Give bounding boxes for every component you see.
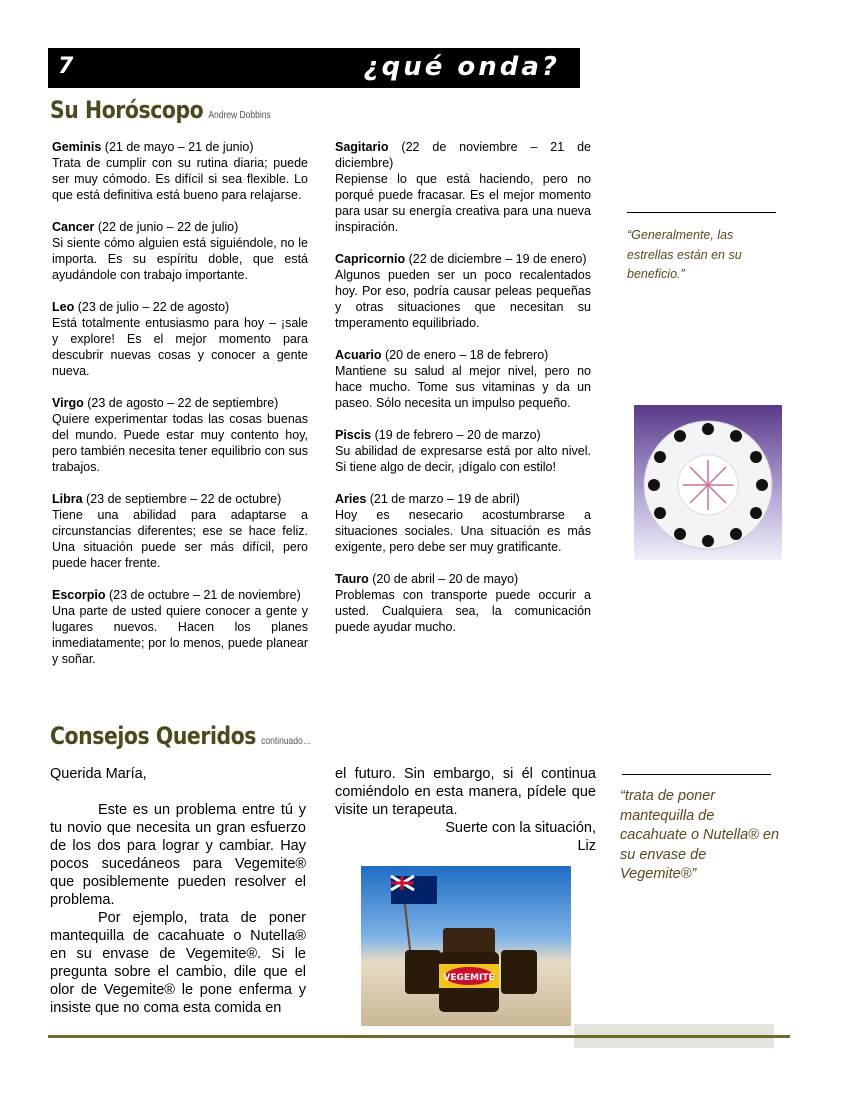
horoscope-entry	[335, 251, 591, 331]
horoscope-text: Quiere experimentar todas las cosas buenas del mundo. Puede estar muy contento hoy, pero también necesita tener equilibrio con sus trabajos.	[52, 412, 308, 474]
zodiac-sign-name: Capricornio	[335, 252, 406, 266]
letter-signature: Liz	[577, 838, 596, 854]
advice-title-row	[50, 722, 311, 750]
zodiac-sign-name: Piscis	[335, 428, 372, 442]
horoscope-entry	[335, 347, 591, 411]
zodiac-sign-name: Virgo	[52, 396, 84, 410]
horoscope-entry	[52, 299, 308, 379]
letter-paragraph-3: el futuro. Sin embargo, si él continua comiéndolo en esta manera, pídele que visite un terapeuta.	[335, 766, 596, 818]
zodiac-sign-dates: (23 de agosto – 22 de septiembre)	[83, 396, 279, 410]
footer-rule	[48, 1035, 790, 1038]
advice-letter-right	[335, 765, 596, 855]
zodiac-wheel-image	[634, 405, 782, 560]
horoscope-author: Andrew Dobbins	[208, 110, 271, 121]
horoscope-entry	[335, 427, 591, 475]
horoscope-text: Su abilidad de expresarse está por alto nivel. Si tiene algo de decir, ¡dígalo con estilo!	[335, 444, 591, 474]
letter-paragraph-2: Por ejemplo, trata de poner mantequilla de cacahuate o Nutella® en su envase de Vegemite®. Si le pregunta sobre el cambio, dile que el olor de Vegemite® le pone enferma y insiste que no coma esta comida en	[50, 910, 306, 1016]
horoscope-right-column	[335, 139, 591, 651]
zodiac-sign-name: Libra	[52, 492, 83, 506]
zodiac-sign-name: Acuario	[335, 348, 382, 362]
horoscope-entry	[52, 491, 308, 571]
horoscope-title-row	[50, 96, 271, 124]
zodiac-sign-dates: (19 de febrero – 20 de marzo)	[371, 428, 541, 442]
horoscope-text: Algunos pueden ser un poco recalentados hoy. Por eso, podría causar peleas pequeñas y otras situaciones que necesitan su tmperamento equilibriado.	[335, 268, 591, 330]
advice-pullquote: “trata de poner mantequilla de cacahuate o Nutella® en su envase de Vegemite®”	[620, 788, 780, 882]
jar-label: VEGEMITE	[443, 973, 495, 983]
advice-pullquote-rule	[622, 774, 771, 775]
page-header-bar	[48, 48, 580, 88]
zodiac-sign-dates: (21 de mayo – 21 de junio)	[101, 140, 254, 154]
horoscope-text: Si siente cómo alguien está siguiéndole, no le importa. Es su espíritu doble, que está ayudándole con trabajo importante.	[52, 236, 308, 282]
zodiac-sign-dates: (22 de noviembre – 21 de diciembre)	[335, 140, 591, 170]
zodiac-sign-name: Escorpio	[52, 588, 106, 602]
horoscope-text: Tiene una abilidad para adaptarse a circunstancias diferentes; ese se hace feliz. Una situación puede ser más difícil, pero puede hacer frente.	[52, 508, 308, 570]
zodiac-sign-dates: (23 de julio – 22 de agosto)	[74, 300, 230, 314]
horoscope-entry	[335, 491, 591, 555]
horoscope-text: Hoy es nesecario acostumbrarse a situaciones sociales. Una situación es más exigente, pero debe ser muy gratificante.	[335, 508, 591, 554]
zodiac-sign-dates: (23 de octubre – 21 de noviembre)	[105, 588, 301, 602]
horoscope-text: Problemas con transporte puede occurir a usted. Cualquiera sea, la comunicación puede ayudar mucho.	[335, 588, 591, 634]
zodiac-sign-dates: (22 de diciembre – 19 de enero)	[405, 252, 587, 266]
zodiac-sign-name: Leo	[52, 300, 75, 314]
horoscope-entry	[335, 571, 591, 635]
horoscope-entry	[52, 139, 308, 203]
horoscope-text: Una parte de usted quiere conocer a gente y lugares nuevos. Hacen los planes inmediatamente; por lo menos, puede planear y soñar.	[52, 604, 308, 666]
page-number: 7	[58, 54, 74, 79]
zodiac-sign-name: Cancer	[52, 220, 95, 234]
zodiac-sign-dates: (20 de abril – 20 de mayo)	[368, 572, 519, 586]
horoscope-text: Está totalmente entusiasmo para hoy – ¡sale y explore! Es el mejor momento para descubrir nuevas cosas y conocer a gente nueva.	[52, 316, 308, 378]
horoscope-text: Repiense lo que está haciendo, pero no porqué puede fracasar. Es el mejor momento para usar su energía creativa para una nueva inspiración.	[335, 172, 591, 234]
horoscope-text: Mantiene su salud al mejor nivel, pero no hace mucho. Tome sus vitaminas y da un paseo. Sólo necesita un impulso pequeño.	[335, 364, 591, 410]
advice-letter-left	[50, 765, 306, 1017]
horoscope-entry	[52, 587, 308, 667]
letter-paragraph-1: Este es un problema entre tú y tu novio que necesita un gran esfuerzo de los dos para lograr y cambiar. Hay pocos sucedáneos para Vegemite® que posiblemente pueden resolver el problema.	[50, 802, 306, 908]
zodiac-sign-dates: (23 de septiembre – 22 de octubre)	[82, 492, 282, 506]
horoscope-pullquote: “Generalmente, las estrellas están en su beneficio.”	[627, 228, 742, 281]
vegemite-jars-image	[361, 866, 571, 1026]
letter-greeting: Querida María,	[50, 766, 147, 782]
zodiac-sign-name: Geminis	[52, 140, 102, 154]
pullquote-rule	[627, 212, 776, 213]
zodiac-sign-name: Tauro	[335, 572, 369, 586]
letter-closing: Suerte con la situación,	[445, 820, 596, 836]
zodiac-sign-dates: (22 de junio – 22 de julio)	[94, 220, 239, 234]
zodiac-sign-dates: (21 de marzo – 19 de abril)	[366, 492, 520, 506]
horoscope-text: Trata de cumplir con su rutina diaria; puede ser muy cómodo. Es difícil si sea flexible. Lo que está definitiva está bueno para relajarse.	[52, 156, 308, 202]
horoscope-entry	[335, 139, 591, 235]
zodiac-sign-name: Aries	[335, 492, 367, 506]
advice-title: Consejos Queridos	[50, 722, 257, 750]
masthead-title: ¿qué onda?	[363, 52, 560, 82]
horoscope-entry	[52, 219, 308, 283]
continued-label: continuado…	[261, 736, 312, 747]
zodiac-sign-dates: (20 de enero – 18 de febrero)	[381, 348, 549, 362]
horoscope-entry	[52, 395, 308, 475]
zodiac-sign-name: Sagitario	[335, 140, 389, 154]
horoscope-title: Su Horóscopo	[50, 96, 204, 124]
horoscope-left-column	[52, 139, 308, 683]
